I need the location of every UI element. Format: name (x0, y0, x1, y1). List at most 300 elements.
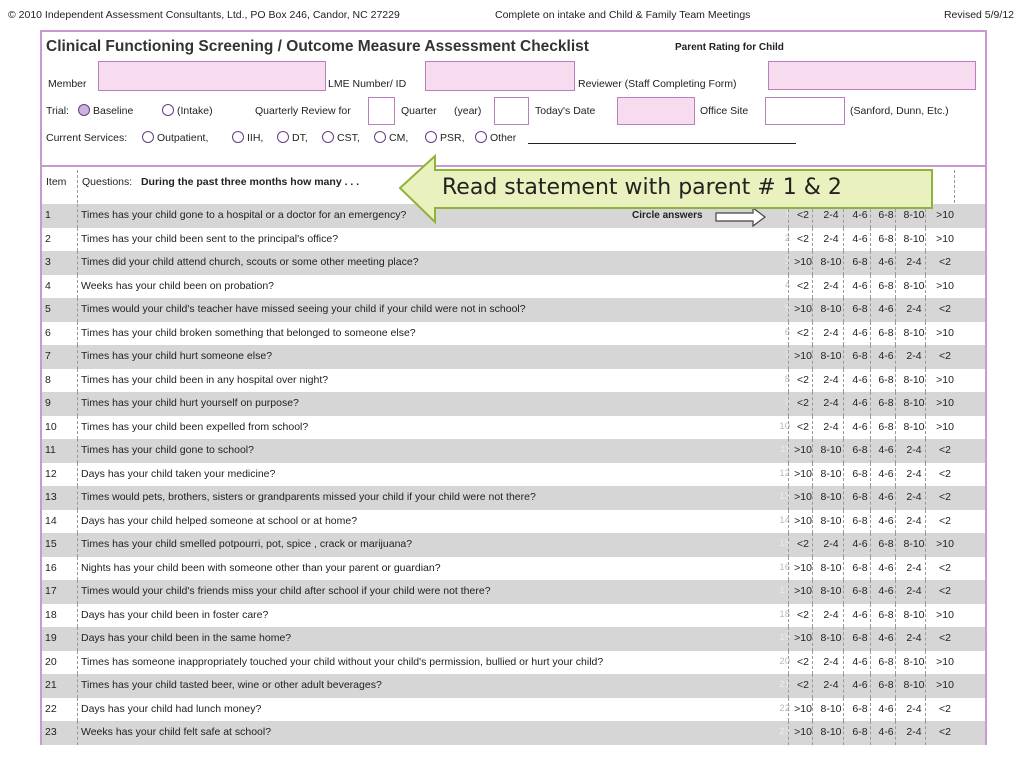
service-cm[interactable]: CM, (374, 131, 408, 144)
answer-option[interactable]: <2 (797, 279, 809, 292)
answer-option[interactable]: 4-6 (852, 326, 868, 339)
answer-divider (895, 674, 896, 698)
answer-option[interactable]: 4-6 (878, 726, 894, 738)
answer-option[interactable]: 6-8 (878, 608, 894, 621)
answer-option[interactable]: 6-8 (878, 232, 894, 245)
item-number: 16 (45, 561, 57, 574)
answer-option[interactable]: 2-4 (906, 585, 922, 597)
answer-divider (895, 557, 896, 581)
answer-option[interactable]: 6-8 (852, 350, 868, 362)
answer-option[interactable]: 6-8 (878, 397, 894, 409)
table-row (42, 298, 985, 322)
answer-divider (925, 228, 926, 252)
table-row (42, 392, 985, 416)
answer-option[interactable]: >10 (936, 679, 954, 691)
answer-option[interactable]: <2 (939, 350, 951, 362)
answer-option[interactable]: <2 (939, 702, 951, 715)
member-label: Member (48, 78, 87, 90)
baseline-radio-icon[interactable] (78, 104, 90, 116)
table-row (42, 463, 985, 487)
answer-option[interactable]: 6-8 (878, 209, 894, 221)
answer-divider (788, 510, 789, 534)
answer-option[interactable]: 4-6 (878, 303, 894, 315)
answer-option[interactable]: <2 (939, 561, 951, 574)
answer-option[interactable]: 8-10 (903, 326, 925, 339)
answer-option[interactable]: <2 (939, 491, 951, 503)
item-index: 23 (779, 726, 790, 737)
answer-divider (812, 345, 813, 369)
answer-option[interactable]: >10 (794, 585, 812, 597)
answer-option[interactable]: 8-10 (820, 491, 842, 503)
answer-option[interactable]: 6-8 (852, 256, 868, 268)
radio-icon[interactable] (322, 131, 334, 143)
answer-divider (895, 298, 896, 322)
form-subtitle: Parent Rating for Child (675, 42, 784, 53)
answer-option[interactable]: >10 (936, 608, 954, 621)
answer-option[interactable]: 4-6 (878, 632, 894, 644)
column-divider (77, 557, 78, 581)
column-divider (77, 627, 78, 651)
answer-option[interactable]: <2 (797, 679, 809, 691)
answer-divider (788, 580, 789, 604)
answer-option[interactable]: 8-10 (903, 232, 925, 245)
answer-option[interactable]: 2-4 (823, 373, 839, 386)
answer-option[interactable]: 2-4 (906, 702, 922, 715)
answer-divider (788, 369, 789, 393)
todays-date-field[interactable] (617, 97, 695, 125)
answer-divider (870, 604, 871, 628)
answer-divider (895, 322, 896, 346)
answer-divider (870, 533, 871, 557)
answer-option[interactable]: 4-6 (852, 279, 868, 292)
answer-divider (843, 251, 844, 275)
answer-option[interactable]: >10 (794, 491, 812, 503)
answer-option[interactable]: <2 (797, 397, 809, 409)
table-row (42, 439, 985, 463)
table-row (42, 251, 985, 275)
answer-option[interactable]: <2 (797, 420, 809, 433)
item-number: 7 (45, 350, 51, 362)
answer-divider (925, 651, 926, 675)
answer-option[interactable]: 8-10 (820, 467, 842, 480)
item-number: 15 (45, 538, 57, 550)
question-text: Times has your child gone to school? (81, 444, 254, 456)
answer-option[interactable]: >10 (794, 726, 812, 738)
answer-option[interactable]: 6-8 (878, 279, 894, 292)
answer-option[interactable]: 6-8 (852, 444, 868, 456)
answer-option[interactable]: 8-10 (820, 256, 842, 268)
answer-divider (870, 463, 871, 487)
answer-option[interactable]: 2-4 (906, 726, 922, 738)
answer-option[interactable]: 4-6 (852, 608, 868, 621)
answer-divider (895, 627, 896, 651)
question-text: Times has your child been in any hospital over night? (81, 373, 329, 386)
answer-option[interactable]: 2-4 (823, 209, 839, 221)
item-number: 17 (45, 585, 57, 597)
answer-divider (788, 486, 789, 510)
answer-option[interactable]: 4-6 (878, 467, 894, 480)
answer-divider (812, 510, 813, 534)
column-divider (77, 698, 78, 722)
answer-option[interactable]: 8-10 (903, 655, 925, 668)
answer-divider (925, 322, 926, 346)
item-number: 8 (45, 373, 51, 386)
answer-option[interactable]: <2 (939, 726, 951, 738)
service-dt[interactable]: DT, (277, 131, 308, 144)
answer-divider (870, 486, 871, 510)
lme-field[interactable] (425, 61, 575, 91)
column-divider (77, 721, 78, 745)
item-number: 12 (45, 467, 57, 480)
answer-option[interactable]: 2-4 (823, 279, 839, 292)
item-number: 13 (45, 491, 57, 503)
answer-option[interactable]: 4-6 (878, 702, 894, 715)
answer-option[interactable]: 4-6 (878, 491, 894, 503)
answer-option[interactable]: 8-10 (820, 632, 842, 644)
service-psr[interactable]: PSR, (425, 131, 465, 144)
answer-divider (843, 369, 844, 393)
item-index: 8 (784, 373, 790, 385)
answer-option[interactable]: 4-6 (852, 232, 868, 245)
answer-divider (870, 651, 871, 675)
lme-label: LME Number/ ID (328, 78, 407, 90)
answer-divider (843, 604, 844, 628)
answer-option[interactable]: >10 (794, 467, 812, 480)
question-text: Times would your child's teacher have missed seeing your child if your child were not in school? (81, 303, 526, 315)
column-divider (77, 533, 78, 557)
answer-option[interactable]: 6-8 (852, 726, 868, 738)
item-number: 4 (45, 279, 51, 292)
answer-option[interactable]: 8-10 (903, 679, 925, 691)
answer-option[interactable]: 4-6 (852, 420, 868, 433)
answer-option[interactable]: 4-6 (852, 679, 868, 691)
column-divider (77, 674, 78, 698)
answer-option[interactable]: >10 (794, 444, 812, 456)
answer-option[interactable]: 2-4 (823, 232, 839, 245)
answer-options (792, 421, 985, 435)
answer-divider (812, 251, 813, 275)
answer-divider (812, 627, 813, 651)
item-index: 3 (784, 256, 790, 267)
answer-option[interactable]: <2 (797, 608, 809, 621)
answer-option[interactable]: 2-4 (906, 467, 922, 480)
table-row (42, 510, 985, 534)
answer-option[interactable]: >10 (936, 232, 954, 245)
answer-option[interactable]: 6-8 (852, 632, 868, 644)
item-number: 19 (45, 632, 57, 644)
answer-option[interactable]: 8-10 (820, 585, 842, 597)
item-index: 13 (779, 491, 790, 502)
item-number: 6 (45, 326, 51, 339)
answer-divider (895, 604, 896, 628)
answer-option[interactable]: <2 (797, 232, 809, 245)
intake-option[interactable]: (Intake) (162, 104, 213, 117)
answer-divider (812, 463, 813, 487)
answer-divider (870, 627, 871, 651)
answer-option[interactable]: 8-10 (903, 209, 925, 221)
answer-option[interactable]: 4-6 (878, 350, 894, 362)
answer-option[interactable]: 6-8 (852, 561, 868, 574)
item-number: 2 (45, 232, 51, 245)
answer-option[interactable]: 2-4 (823, 326, 839, 339)
answer-options (792, 585, 985, 599)
answer-option[interactable]: >10 (794, 350, 812, 362)
quarter-label: Quarter (401, 105, 437, 117)
answer-divider (925, 392, 926, 416)
table-row (42, 486, 985, 510)
answer-option[interactable]: >10 (936, 373, 954, 386)
answer-option[interactable]: <2 (797, 209, 809, 221)
answer-option[interactable]: 8-10 (903, 608, 925, 621)
answer-option[interactable]: 2-4 (823, 538, 839, 550)
answer-option[interactable]: 8-10 (903, 279, 925, 292)
item-index: 7 (784, 350, 790, 361)
answer-options (792, 397, 985, 411)
item-number: 1 (45, 209, 51, 221)
answer-divider (788, 392, 789, 416)
answer-option[interactable]: 8-10 (820, 702, 842, 715)
answer-divider (812, 392, 813, 416)
answer-option[interactable]: 4-6 (852, 397, 868, 409)
item-index: 22 (779, 702, 790, 714)
answer-option[interactable]: 2-4 (906, 561, 922, 574)
answer-option[interactable]: 8-10 (903, 397, 925, 409)
radio-icon[interactable] (232, 131, 244, 143)
office-site-field[interactable] (765, 97, 845, 125)
answer-divider (895, 416, 896, 440)
table-row (42, 674, 985, 698)
answer-option[interactable]: 2-4 (823, 397, 839, 409)
answer-option[interactable]: 2-4 (906, 514, 922, 527)
answer-option[interactable]: >10 (936, 420, 954, 433)
answer-option[interactable]: <2 (939, 256, 951, 268)
answer-divider (895, 651, 896, 675)
answer-option[interactable]: <2 (797, 655, 809, 668)
revised-date: Revised 5/9/12 (943, 9, 1014, 21)
answer-option[interactable]: <2 (797, 538, 809, 550)
answer-divider (788, 604, 789, 628)
answer-option[interactable]: <2 (939, 514, 951, 527)
answer-option[interactable]: >10 (936, 655, 954, 668)
answer-divider (925, 580, 926, 604)
answer-divider (788, 698, 789, 722)
answer-options (792, 468, 985, 482)
answer-option[interactable]: 4-6 (852, 538, 868, 550)
answer-option[interactable]: 6-8 (878, 655, 894, 668)
service-iih[interactable]: IIH, (232, 131, 263, 144)
answer-option[interactable]: 4-6 (878, 444, 894, 456)
radio-icon[interactable] (142, 131, 154, 143)
answer-divider (925, 298, 926, 322)
answer-option[interactable]: >10 (936, 279, 954, 292)
service-cst[interactable]: CST, (322, 131, 360, 144)
service-outpatient[interactable]: Outpatient, (142, 131, 208, 144)
answer-option[interactable]: 6-8 (852, 585, 868, 597)
column-divider (77, 204, 78, 228)
answer-option[interactable]: >10 (936, 397, 954, 409)
question-text: Nights has your child been with someone other than your parent or guardian? (81, 561, 441, 574)
answer-option[interactable]: 2-4 (823, 679, 839, 691)
answer-option[interactable]: <2 (939, 632, 951, 644)
item-number: 20 (45, 655, 57, 668)
answer-divider (925, 345, 926, 369)
question-text: Days has your child been in foster care? (81, 608, 269, 621)
answer-option[interactable]: >10 (936, 538, 954, 550)
item-number: 21 (45, 679, 57, 691)
answer-divider (843, 698, 844, 722)
answer-option[interactable]: 8-10 (903, 373, 925, 386)
answer-option[interactable]: 2-4 (906, 632, 922, 644)
answer-divider (925, 674, 926, 698)
answer-option[interactable]: >10 (936, 209, 954, 221)
answer-divider (788, 674, 789, 698)
question-text: Times has your child been expelled from school? (81, 420, 309, 433)
answer-option[interactable]: 6-8 (878, 326, 894, 339)
answer-divider (870, 439, 871, 463)
radio-icon[interactable] (425, 131, 437, 143)
answer-divider (925, 251, 926, 275)
service-other[interactable]: Other (475, 131, 516, 144)
answer-option[interactable]: 2-4 (906, 491, 922, 503)
answer-option[interactable]: 2-4 (823, 655, 839, 668)
answer-option[interactable]: >10 (794, 303, 812, 315)
answer-option[interactable]: 2-4 (906, 350, 922, 362)
answer-divider (895, 580, 896, 604)
answer-option[interactable]: 8-10 (820, 726, 842, 738)
answer-option[interactable]: >10 (794, 514, 812, 527)
answer-option[interactable]: 6-8 (878, 420, 894, 433)
answer-option[interactable]: 6-8 (878, 679, 894, 691)
answer-option[interactable]: 6-8 (852, 491, 868, 503)
answer-options (792, 444, 985, 458)
answer-divider (870, 228, 871, 252)
radio-icon[interactable] (277, 131, 289, 143)
answer-option[interactable]: <2 (939, 467, 951, 480)
answer-option[interactable]: >10 (794, 632, 812, 644)
answer-divider (925, 604, 926, 628)
answer-option[interactable]: 2-4 (823, 608, 839, 621)
year-field[interactable] (494, 97, 529, 125)
answer-option[interactable]: 8-10 (903, 538, 925, 550)
answer-option[interactable]: 2-4 (906, 444, 922, 456)
answer-option[interactable]: >10 (794, 702, 812, 715)
table-row (42, 369, 985, 393)
answer-divider (788, 416, 789, 440)
answer-option[interactable]: <2 (797, 326, 809, 339)
member-field[interactable] (98, 61, 326, 91)
table-row (42, 322, 985, 346)
answer-option[interactable]: 4-6 (878, 561, 894, 574)
question-text: Times has someone inappropriately touched your child without your child's permission, bullied or hurt your child? (81, 655, 604, 668)
answer-divider (925, 721, 926, 745)
answer-option[interactable]: 8-10 (903, 420, 925, 433)
answer-divider (843, 228, 844, 252)
answer-divider (870, 345, 871, 369)
answer-option[interactable]: 6-8 (878, 373, 894, 386)
table-row (42, 416, 985, 440)
quarter-field[interactable] (368, 97, 395, 125)
answer-option[interactable]: 2-4 (906, 303, 922, 315)
answer-option[interactable]: 4-6 (878, 256, 894, 268)
column-divider (77, 604, 78, 628)
answer-options (792, 256, 985, 270)
answer-divider (843, 533, 844, 557)
answer-option[interactable]: <2 (939, 585, 951, 597)
answer-option[interactable]: 8-10 (820, 303, 842, 315)
answer-divider (788, 322, 789, 346)
answer-divider (895, 345, 896, 369)
question-text: Times has your child smelled potpourri, pot, spice , crack or marijuana? (81, 538, 413, 550)
answer-option[interactable]: <2 (939, 303, 951, 315)
item-number: 3 (45, 256, 51, 268)
baseline-option[interactable]: Baseline (78, 104, 133, 117)
answer-option[interactable]: 8-10 (820, 514, 842, 527)
radio-icon[interactable] (374, 131, 386, 143)
item-index: 9 (784, 397, 790, 408)
answer-option[interactable]: >10 (794, 256, 812, 268)
answer-option[interactable]: 8-10 (820, 561, 842, 574)
answer-option[interactable]: 6-8 (852, 514, 868, 527)
answer-divider (870, 580, 871, 604)
answer-options (792, 303, 985, 317)
answer-divider (925, 557, 926, 581)
answer-option[interactable]: 6-8 (852, 467, 868, 480)
reviewer-field[interactable] (768, 61, 976, 90)
todays-date-label: Today's Date (535, 105, 596, 117)
answer-option[interactable]: >10 (936, 326, 954, 339)
answer-divider (895, 698, 896, 722)
question-text: Times has your child hurt someone else? (81, 350, 273, 362)
answer-options (792, 280, 985, 294)
intake-radio-icon[interactable] (162, 104, 174, 116)
radio-icon[interactable] (475, 131, 487, 143)
answer-option[interactable]: <2 (797, 373, 809, 386)
answer-divider (843, 627, 844, 651)
answer-option[interactable]: 2-4 (823, 420, 839, 433)
answer-options (792, 538, 985, 552)
question-text: Times did your child attend church, scouts or some other meeting place? (81, 256, 419, 268)
answer-option[interactable]: 6-8 (852, 702, 868, 715)
answer-option[interactable]: 6-8 (852, 303, 868, 315)
answer-option[interactable]: 4-6 (852, 373, 868, 386)
answer-divider (788, 463, 789, 487)
answer-options (792, 632, 985, 646)
answer-divider (870, 298, 871, 322)
answer-divider (843, 275, 844, 299)
answer-divider (843, 416, 844, 440)
answer-divider (870, 416, 871, 440)
answer-option[interactable]: 8-10 (820, 350, 842, 362)
answer-option[interactable]: 4-6 (878, 585, 894, 597)
answer-option[interactable]: 2-4 (906, 256, 922, 268)
answer-option[interactable]: <2 (939, 444, 951, 456)
answer-options (792, 374, 985, 388)
answer-option[interactable]: 4-6 (878, 514, 894, 527)
column-divider (77, 651, 78, 675)
answer-divider (925, 627, 926, 651)
answer-divider (812, 486, 813, 510)
answer-divider (812, 416, 813, 440)
column-divider (954, 170, 955, 203)
answer-option[interactable]: 4-6 (852, 655, 868, 668)
other-service-line[interactable] (528, 143, 796, 144)
answer-option[interactable]: >10 (794, 561, 812, 574)
answer-option[interactable]: 4-6 (852, 209, 868, 221)
answer-option[interactable]: 6-8 (878, 538, 894, 550)
answer-option[interactable]: 8-10 (820, 444, 842, 456)
question-text: Weeks has your child been on probation? (81, 279, 275, 292)
table-row (42, 604, 985, 628)
